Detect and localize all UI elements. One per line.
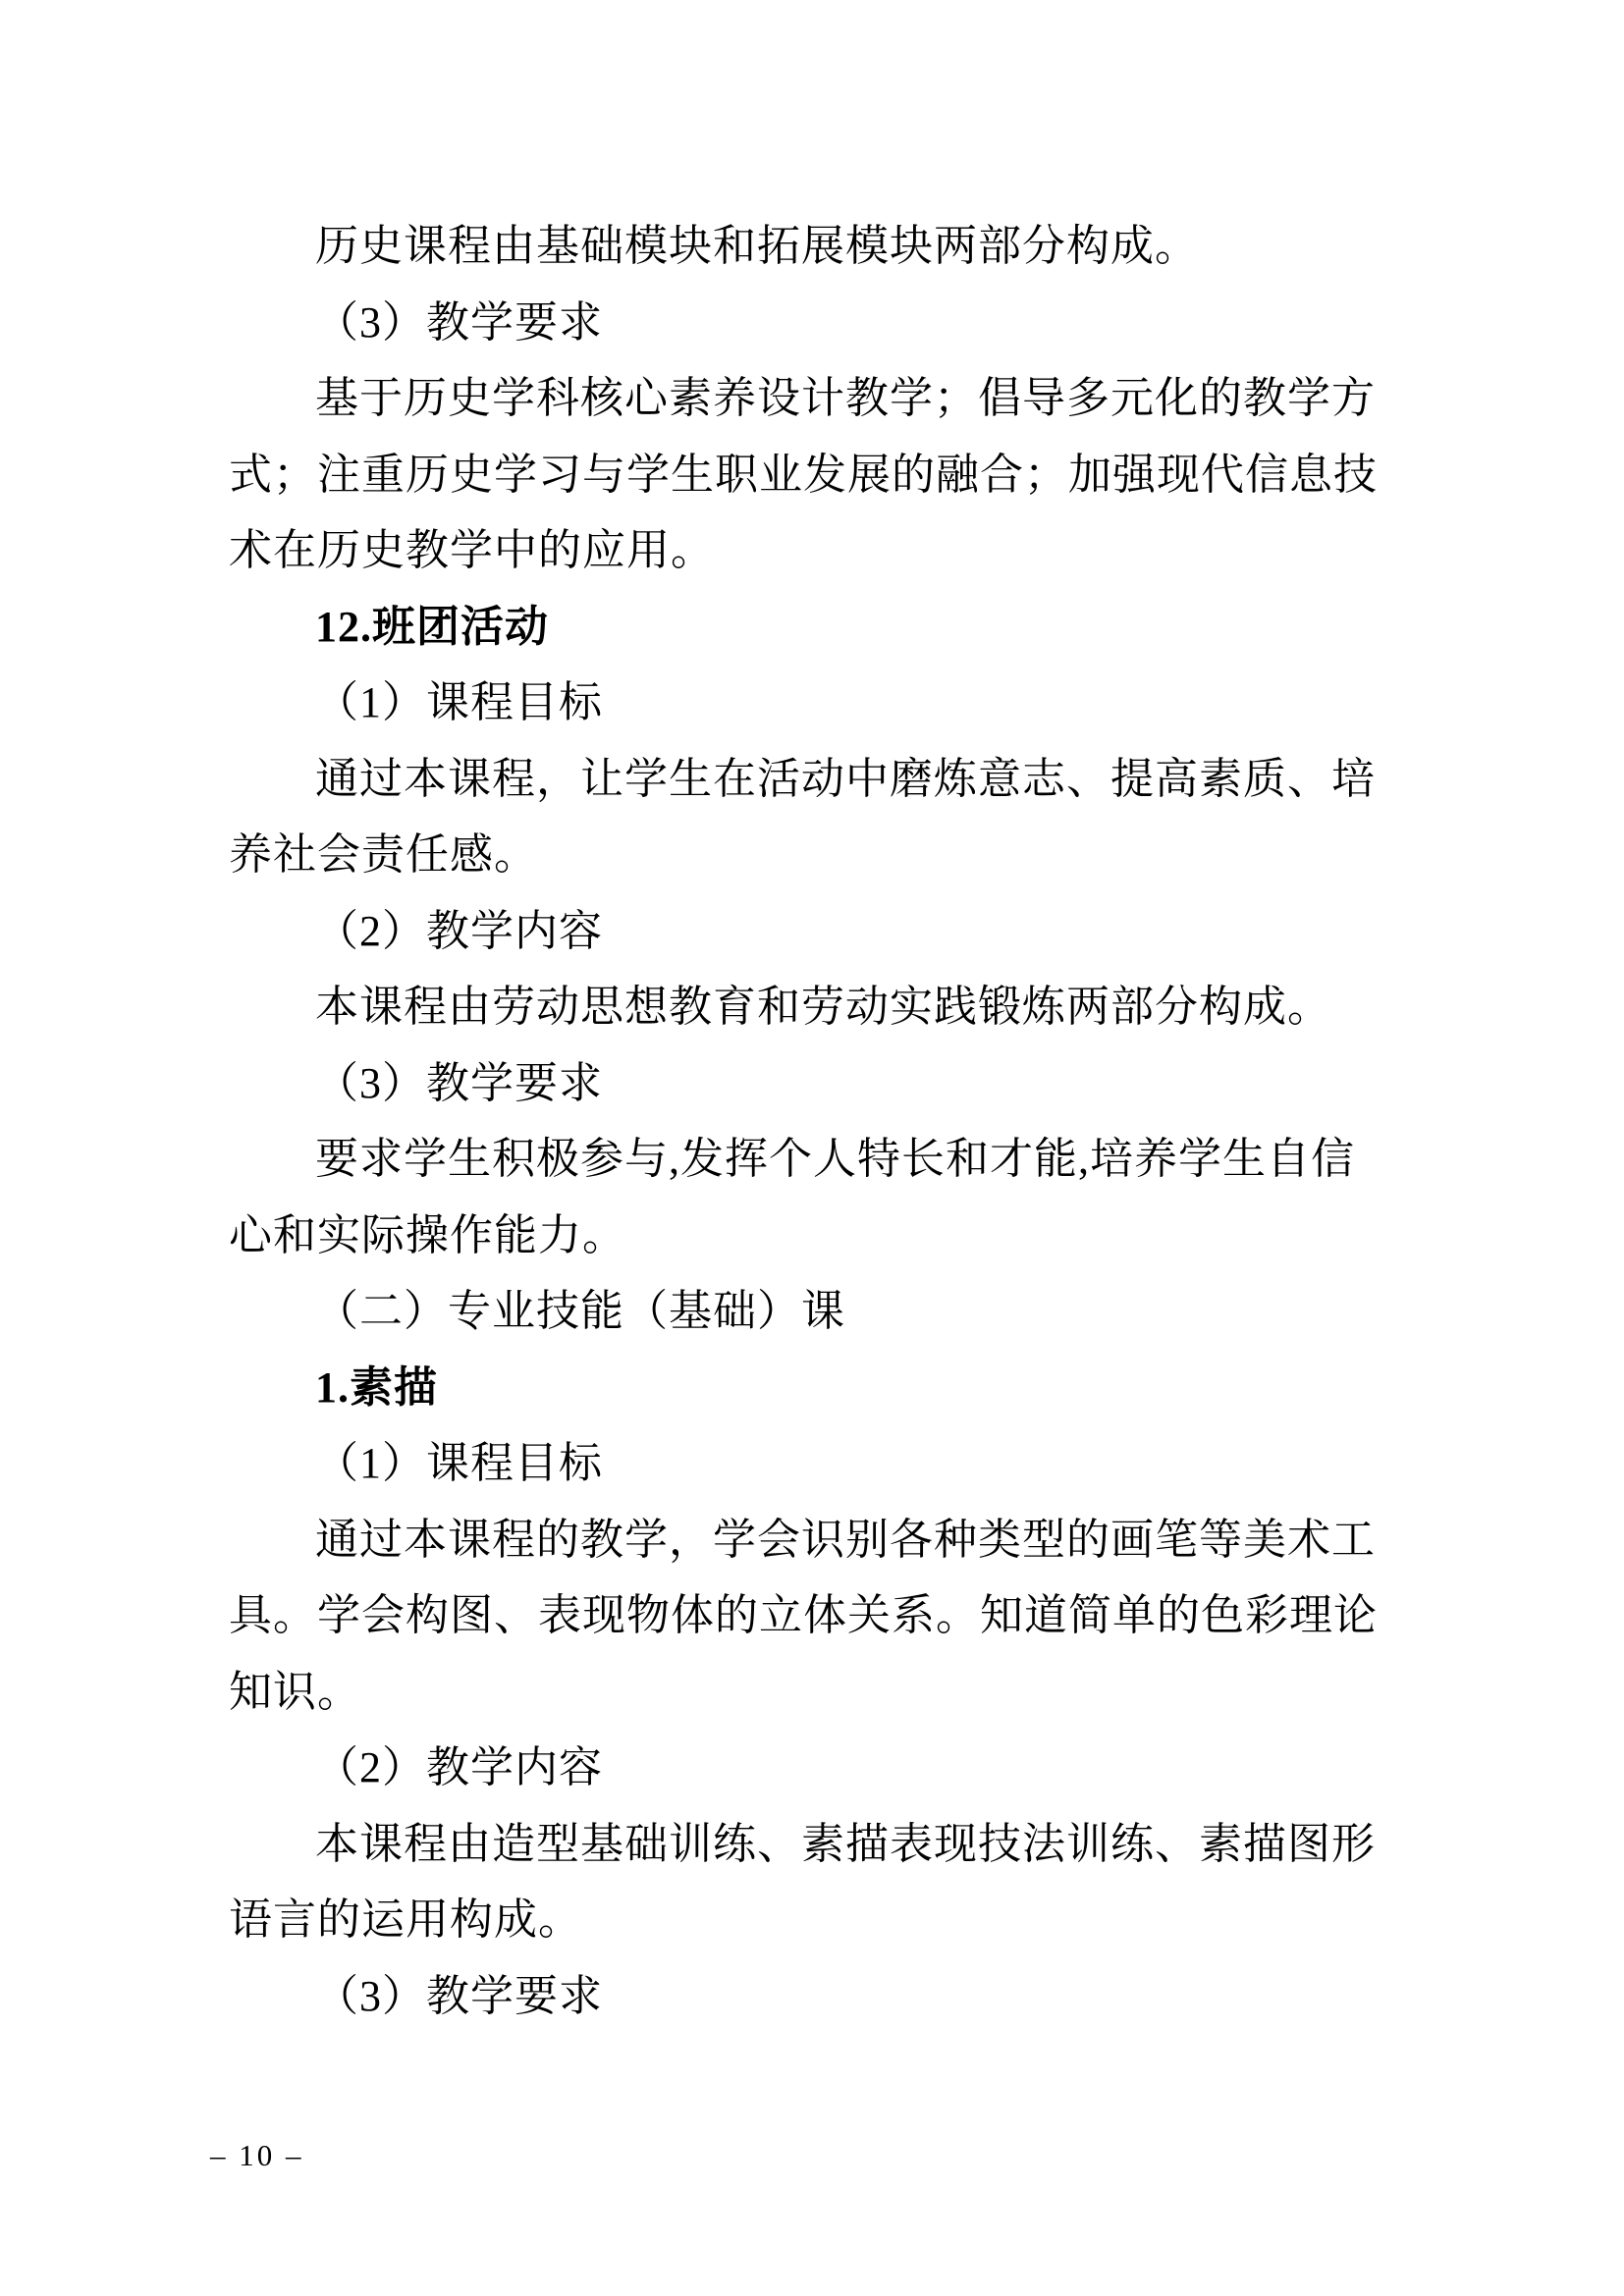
text-line: 要求学生积极参与,发挥个人特长和才能,培养学生自信 <box>315 1135 1355 1183</box>
heading-line: 12.班团活动 <box>315 602 549 651</box>
text-line: 知识。 <box>229 1667 361 1716</box>
text-line: 养社会责任感。 <box>229 830 538 879</box>
text-line: （二）专业技能（基础）课 <box>315 1287 845 1335</box>
text-line: （3）教学要求 <box>315 297 603 347</box>
text-line: 本课程由造型基础训练、素描表现技法训练、素描图形 <box>315 1819 1376 1868</box>
text-line: （1）课程目标 <box>315 678 603 726</box>
document-body <box>229 208 1378 2034</box>
text-line: 历史课程由基础模块和拓展模块两部分构成。 <box>315 222 1199 270</box>
text-line: 基于历史学科核心素养设计教学；倡导多元化的教学方 <box>315 374 1376 422</box>
text-line: （1）课程目标 <box>315 1439 603 1487</box>
page-number: – 10 – <box>210 2138 304 2172</box>
text-line: 本课程由劳动思想教育和劳动实践锻炼两部分构成。 <box>315 983 1331 1031</box>
text-line: 术在历史教学中的应用。 <box>229 526 715 574</box>
text-line: 式；注重历史学习与学生职业发展的融合；加强现代信息技 <box>229 450 1378 499</box>
text-line: 通过本课程，让学生在活动中磨炼意志、提高素质、培 <box>315 754 1376 803</box>
text-line: （3）教学要求 <box>315 1058 603 1107</box>
text-line: 语言的运用构成。 <box>229 1896 582 1944</box>
text-line: （2）教学内容 <box>315 1743 603 1791</box>
text-line: 通过本课程的教学，学会识别各种类型的画笔等美术工 <box>315 1515 1376 1564</box>
text-line: （2）教学内容 <box>315 906 603 955</box>
heading-line: 1.素描 <box>315 1362 438 1412</box>
text-line: （3）教学要求 <box>315 1971 603 2020</box>
text-line: 心和实际操作能力。 <box>229 1210 626 1259</box>
text-line: 具。学会构图、表现物体的立体关系。知道简单的色彩理论 <box>229 1591 1378 1639</box>
